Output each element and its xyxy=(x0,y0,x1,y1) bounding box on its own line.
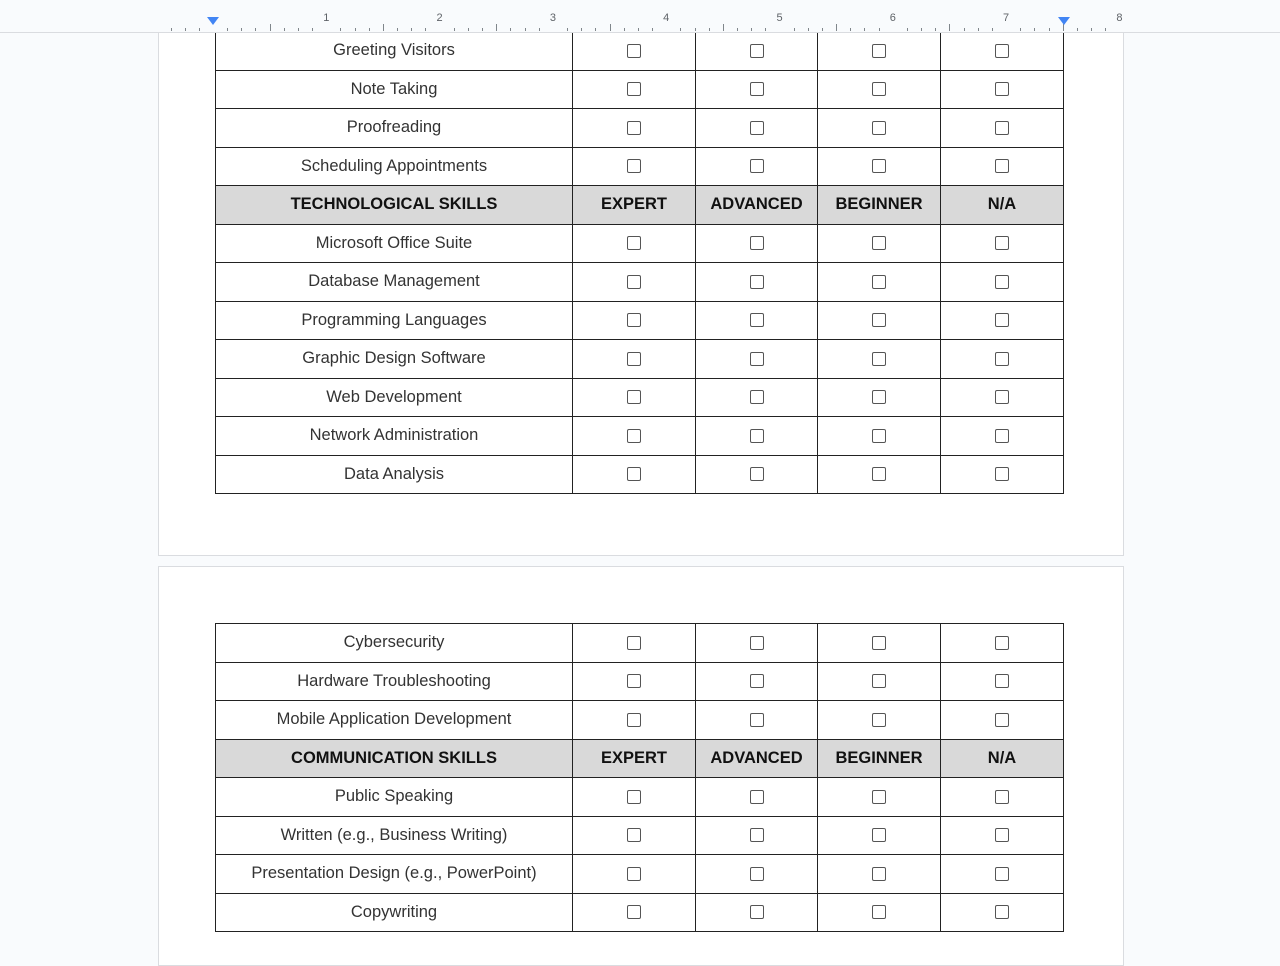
cell-expert xyxy=(573,263,696,302)
checkbox-beginner[interactable] xyxy=(872,867,886,881)
column-header: EXPERT xyxy=(573,186,696,225)
ruler-tick xyxy=(425,28,426,31)
ruler-number: 7 xyxy=(1003,12,1010,24)
cell-na xyxy=(941,70,1064,109)
cell-expert xyxy=(573,816,696,855)
cell-advanced xyxy=(696,893,818,932)
skill-label: Note Taking xyxy=(216,70,573,109)
checkbox-beginner[interactable] xyxy=(872,429,886,443)
ruler-tick xyxy=(921,28,922,31)
checkbox-advanced[interactable] xyxy=(750,467,764,481)
checkbox-na[interactable] xyxy=(995,236,1009,250)
cell-na xyxy=(941,224,1064,263)
cell-expert xyxy=(573,340,696,379)
cell-expert xyxy=(573,109,696,148)
cell-advanced xyxy=(696,417,818,456)
cell-na xyxy=(941,263,1064,302)
ruler-tick xyxy=(723,24,724,31)
ruler-tick xyxy=(1049,28,1050,31)
cell-beginner xyxy=(818,893,941,932)
skill-row xyxy=(216,778,1064,817)
ruler-tick xyxy=(765,28,766,31)
skill-label: Cybersecurity xyxy=(216,624,573,663)
skill-label: Programming Languages xyxy=(216,301,573,340)
cell-expert xyxy=(573,893,696,932)
ruler-tick xyxy=(638,28,639,31)
column-header: ADVANCED xyxy=(696,739,818,778)
checkbox-expert[interactable] xyxy=(627,121,641,135)
checkbox-expert[interactable] xyxy=(627,82,641,96)
ruler-tick xyxy=(255,28,256,31)
checkbox-na[interactable] xyxy=(995,313,1009,327)
checkbox-beginner[interactable] xyxy=(872,713,886,727)
checkbox-na[interactable] xyxy=(995,429,1009,443)
ruler-tick xyxy=(964,28,965,31)
ruler-tick xyxy=(340,28,341,31)
ruler-tick xyxy=(992,28,993,31)
skill-row xyxy=(216,147,1064,186)
cell-beginner xyxy=(818,301,941,340)
checkbox-na[interactable] xyxy=(995,828,1009,842)
cell-advanced xyxy=(696,263,818,302)
ruler-tick xyxy=(624,28,625,31)
ruler-tick xyxy=(312,28,313,31)
cell-expert xyxy=(573,662,696,701)
checkbox-na[interactable] xyxy=(995,159,1009,173)
cell-beginner xyxy=(818,340,941,379)
cell-beginner xyxy=(818,816,941,855)
ruler-tick xyxy=(185,28,186,31)
cell-expert xyxy=(573,855,696,894)
skill-label: Presentation Design (e.g., PowerPoint) xyxy=(216,855,573,894)
skills-table xyxy=(215,623,1064,932)
checkbox-advanced[interactable] xyxy=(750,790,764,804)
checkbox-na[interactable] xyxy=(995,713,1009,727)
cell-na xyxy=(941,778,1064,817)
cell-na xyxy=(941,816,1064,855)
checkbox-na[interactable] xyxy=(995,121,1009,135)
ruler-number: 5 xyxy=(776,12,783,24)
cell-advanced xyxy=(696,109,818,148)
skill-row xyxy=(216,32,1064,71)
cell-expert xyxy=(573,624,696,663)
ruler-tick xyxy=(808,28,809,31)
cell-beginner xyxy=(818,147,941,186)
ruler-tick xyxy=(737,28,738,31)
section-header-row xyxy=(216,186,1064,225)
cell-beginner xyxy=(818,70,941,109)
cell-expert xyxy=(573,778,696,817)
ruler-tick xyxy=(864,28,865,31)
checkbox-advanced[interactable] xyxy=(750,713,764,727)
skill-label: Microsoft Office Suite xyxy=(216,224,573,263)
cell-na xyxy=(941,417,1064,456)
column-header: BEGINNER xyxy=(818,739,941,778)
column-header: BEGINNER xyxy=(818,186,941,225)
cell-advanced xyxy=(696,224,818,263)
cell-expert xyxy=(573,224,696,263)
checkbox-beginner[interactable] xyxy=(872,905,886,919)
skill-row xyxy=(216,263,1064,302)
ruler-tick xyxy=(397,28,398,31)
section-header-row xyxy=(216,739,1064,778)
cell-na xyxy=(941,455,1064,494)
ruler-tick xyxy=(949,24,950,31)
checkbox-expert[interactable] xyxy=(627,236,641,250)
ruler-number: 6 xyxy=(889,12,896,24)
checkbox-beginner[interactable] xyxy=(872,82,886,96)
checkbox-beginner[interactable] xyxy=(872,121,886,135)
ruler-tick xyxy=(1091,28,1092,31)
checkbox-na[interactable] xyxy=(995,82,1009,96)
checkbox-beginner[interactable] xyxy=(872,467,886,481)
cell-advanced xyxy=(696,701,818,740)
section-title: COMMUNICATION SKILLS xyxy=(216,739,573,778)
cell-advanced xyxy=(696,662,818,701)
column-header: N/A xyxy=(941,739,1064,778)
skill-row xyxy=(216,855,1064,894)
skills-table xyxy=(215,31,1064,494)
ruler-tick xyxy=(567,28,568,31)
checkbox-expert[interactable] xyxy=(627,790,641,804)
ruler-tick xyxy=(695,28,696,31)
cell-expert xyxy=(573,32,696,71)
cell-beginner xyxy=(818,855,941,894)
checkbox-na[interactable] xyxy=(995,674,1009,688)
cell-na xyxy=(941,624,1064,663)
checkbox-beginner[interactable] xyxy=(872,790,886,804)
checkbox-na[interactable] xyxy=(995,275,1009,289)
ruler-tick xyxy=(383,24,384,31)
checkbox-beginner[interactable] xyxy=(872,275,886,289)
cell-advanced xyxy=(696,455,818,494)
cell-beginner xyxy=(818,263,941,302)
checkbox-expert[interactable] xyxy=(627,674,641,688)
skill-label: Greeting Visitors xyxy=(216,32,573,71)
ruler-tick xyxy=(836,24,837,31)
ruler-tick xyxy=(227,28,228,31)
cell-na xyxy=(941,378,1064,417)
skill-label: Web Development xyxy=(216,378,573,417)
skill-label: Copywriting xyxy=(216,893,573,932)
cell-na xyxy=(941,662,1064,701)
skill-label: Hardware Troubleshooting xyxy=(216,662,573,701)
ruler-tick xyxy=(680,28,681,31)
ruler-tick xyxy=(610,24,611,31)
right-indent-marker-icon[interactable] xyxy=(1058,17,1070,25)
ruler-tick xyxy=(454,28,455,31)
cell-expert xyxy=(573,378,696,417)
ruler-tick xyxy=(935,28,936,31)
cell-beginner xyxy=(818,32,941,71)
checkbox-na[interactable] xyxy=(995,467,1009,481)
cell-na xyxy=(941,893,1064,932)
cell-beginner xyxy=(818,778,941,817)
cell-na xyxy=(941,109,1064,148)
ruler-tick xyxy=(1034,28,1035,31)
checkbox-expert[interactable] xyxy=(627,636,641,650)
cell-beginner xyxy=(818,224,941,263)
skill-label: Database Management xyxy=(216,263,573,302)
cell-beginner xyxy=(818,109,941,148)
checkbox-beginner[interactable] xyxy=(872,44,886,58)
skill-row xyxy=(216,109,1064,148)
cell-advanced xyxy=(696,32,818,71)
skill-label: Mobile Application Development xyxy=(216,701,573,740)
checkbox-advanced[interactable] xyxy=(750,867,764,881)
cell-advanced xyxy=(696,855,818,894)
checkbox-beginner[interactable] xyxy=(872,674,886,688)
cell-beginner xyxy=(818,455,941,494)
cell-expert xyxy=(573,70,696,109)
ruler-number: 4 xyxy=(663,12,670,24)
skill-row xyxy=(216,301,1064,340)
checkbox-expert[interactable] xyxy=(627,867,641,881)
cell-expert xyxy=(573,417,696,456)
cell-na xyxy=(941,701,1064,740)
checkbox-beginner[interactable] xyxy=(872,636,886,650)
ruler-tick xyxy=(850,28,851,31)
ruler-number: 1 xyxy=(323,12,330,24)
checkbox-expert[interactable] xyxy=(627,467,641,481)
skill-row xyxy=(216,340,1064,379)
skill-label: Scheduling Appointments xyxy=(216,147,573,186)
checkbox-advanced[interactable] xyxy=(750,905,764,919)
checkbox-na[interactable] xyxy=(995,867,1009,881)
ruler-tick xyxy=(482,28,483,31)
checkbox-advanced[interactable] xyxy=(750,352,764,366)
skill-label: Data Analysis xyxy=(216,455,573,494)
checkbox-expert[interactable] xyxy=(627,429,641,443)
ruler-tick xyxy=(525,28,526,31)
document-page-1[interactable] xyxy=(158,0,1124,556)
checkbox-na[interactable] xyxy=(995,790,1009,804)
cell-na xyxy=(941,32,1064,71)
cell-expert xyxy=(573,701,696,740)
cell-beginner xyxy=(818,624,941,663)
ruler-tick xyxy=(652,28,653,31)
ruler-number: 2 xyxy=(436,12,443,24)
ruler-tick xyxy=(468,28,469,31)
checkbox-advanced[interactable] xyxy=(750,390,764,404)
ruler-tick xyxy=(270,24,271,31)
checkbox-expert[interactable] xyxy=(627,275,641,289)
ruler-number: 3 xyxy=(549,12,556,24)
checkbox-na[interactable] xyxy=(995,905,1009,919)
skill-row xyxy=(216,893,1064,932)
cell-beginner xyxy=(818,662,941,701)
column-header: ADVANCED xyxy=(696,186,818,225)
cell-expert xyxy=(573,147,696,186)
cell-beginner xyxy=(818,701,941,740)
skill-label: Written (e.g., Business Writing) xyxy=(216,816,573,855)
ruler-tick xyxy=(879,28,880,31)
ruler-tick xyxy=(907,28,908,31)
section-title: TECHNOLOGICAL SKILLS xyxy=(216,186,573,225)
ruler-tick xyxy=(1077,28,1078,31)
ruler-tick xyxy=(411,28,412,31)
ruler-tick xyxy=(1063,24,1064,31)
ruler-tick xyxy=(794,28,795,31)
skill-row xyxy=(216,70,1064,109)
checkbox-advanced[interactable] xyxy=(750,275,764,289)
cell-na xyxy=(941,301,1064,340)
ruler-tick xyxy=(298,28,299,31)
checkbox-advanced[interactable] xyxy=(750,674,764,688)
checkbox-expert[interactable] xyxy=(627,44,641,58)
column-header: N/A xyxy=(941,186,1064,225)
ruler-tick xyxy=(822,28,823,31)
cell-advanced xyxy=(696,301,818,340)
cell-beginner xyxy=(818,378,941,417)
checkbox-expert[interactable] xyxy=(627,713,641,727)
cell-expert xyxy=(573,455,696,494)
ruler-tick xyxy=(539,28,540,31)
left-indent-marker-icon[interactable] xyxy=(207,17,219,25)
cell-advanced xyxy=(696,816,818,855)
checkbox-expert[interactable] xyxy=(627,352,641,366)
skill-row xyxy=(216,378,1064,417)
checkbox-advanced[interactable] xyxy=(750,313,764,327)
skill-row xyxy=(216,224,1064,263)
checkbox-na[interactable] xyxy=(995,352,1009,366)
checkbox-advanced[interactable] xyxy=(750,44,764,58)
ruler-number: 8 xyxy=(1116,12,1123,24)
checkbox-beginner[interactable] xyxy=(872,390,886,404)
ruler-tick xyxy=(355,28,356,31)
checkbox-beginner[interactable] xyxy=(872,236,886,250)
ruler-tick xyxy=(369,28,370,31)
ruler-tick xyxy=(978,28,979,31)
checkbox-expert[interactable] xyxy=(627,159,641,173)
checkbox-advanced[interactable] xyxy=(750,121,764,135)
checkbox-expert[interactable] xyxy=(627,828,641,842)
checkbox-expert[interactable] xyxy=(627,313,641,327)
ruler-tick xyxy=(171,28,172,31)
checkbox-na[interactable] xyxy=(995,636,1009,650)
skill-row xyxy=(216,662,1064,701)
checkbox-na[interactable] xyxy=(995,390,1009,404)
skill-row xyxy=(216,455,1064,494)
cell-na xyxy=(941,855,1064,894)
ruler-tick xyxy=(751,28,752,31)
cell-advanced xyxy=(696,378,818,417)
skill-label: Proofreading xyxy=(216,109,573,148)
ruler-tick xyxy=(496,24,497,31)
ruler-scale xyxy=(158,10,1123,33)
cell-advanced xyxy=(696,147,818,186)
checkbox-advanced[interactable] xyxy=(750,236,764,250)
cell-advanced xyxy=(696,624,818,663)
cell-advanced xyxy=(696,70,818,109)
checkbox-beginner[interactable] xyxy=(872,828,886,842)
cell-beginner xyxy=(818,417,941,456)
cell-expert xyxy=(573,301,696,340)
checkbox-advanced[interactable] xyxy=(750,828,764,842)
skill-row xyxy=(216,701,1064,740)
ruler-tick xyxy=(595,28,596,31)
ruler-tick xyxy=(510,28,511,31)
skill-label: Network Administration xyxy=(216,417,573,456)
checkbox-expert[interactable] xyxy=(627,905,641,919)
cell-na xyxy=(941,340,1064,379)
cell-advanced xyxy=(696,340,818,379)
checkbox-beginner[interactable] xyxy=(872,352,886,366)
checkbox-beginner[interactable] xyxy=(872,159,886,173)
checkbox-expert[interactable] xyxy=(627,390,641,404)
checkbox-na[interactable] xyxy=(995,44,1009,58)
skill-row xyxy=(216,417,1064,456)
ruler-tick xyxy=(284,28,285,31)
checkbox-advanced[interactable] xyxy=(750,429,764,443)
cell-advanced xyxy=(696,778,818,817)
skill-row xyxy=(216,816,1064,855)
checkbox-advanced[interactable] xyxy=(750,636,764,650)
skill-label: Public Speaking xyxy=(216,778,573,817)
ruler-tick xyxy=(241,28,242,31)
checkbox-advanced[interactable] xyxy=(750,82,764,96)
ruler-tick xyxy=(1020,28,1021,31)
horizontal-ruler[interactable] xyxy=(0,0,1280,33)
ruler-tick xyxy=(1105,28,1106,31)
checkbox-advanced[interactable] xyxy=(750,159,764,173)
document-page-2[interactable] xyxy=(158,566,1124,966)
skill-row xyxy=(216,624,1064,663)
cell-na xyxy=(941,147,1064,186)
column-header: EXPERT xyxy=(573,739,696,778)
checkbox-beginner[interactable] xyxy=(872,313,886,327)
ruler-tick xyxy=(581,28,582,31)
ruler-tick xyxy=(709,28,710,31)
skill-label: Graphic Design Software xyxy=(216,340,573,379)
ruler-tick xyxy=(199,28,200,31)
